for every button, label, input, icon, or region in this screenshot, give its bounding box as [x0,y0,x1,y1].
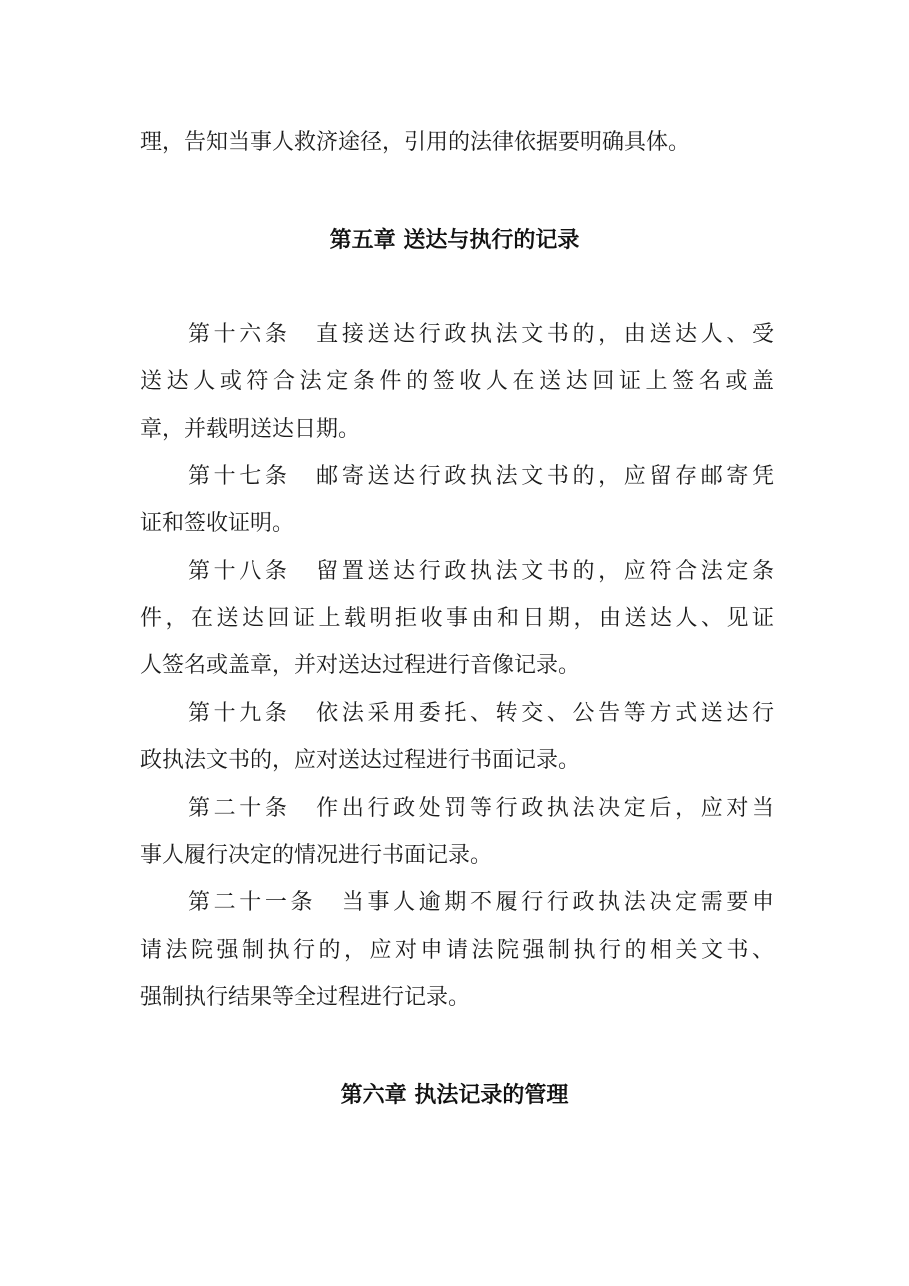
article-16-line-3: 章，并载明送达日期。 [140,417,361,442]
article-21-line-2: 请法院强制执行的，应对申请法院强制执行的相关文书、 [140,938,774,963]
article-21-line-1: 第二十一条 当事人逾期不履行行政执法决定需要申 [188,890,774,915]
article-17-line-2: 证和签收证明。 [140,511,295,536]
article-20-line-1: 第二十条 作出行政处罚等行政执法决定后，应对当 [188,796,774,821]
article-16-line-2: 送达人或符合法定条件的签收人在送达回证上签名或盖 [140,369,774,394]
article-18-line-1: 第十八条 留置送达行政执法文书的，应符合法定条 [188,559,774,584]
article-16-line-1: 第十六条 直接送达行政执法文书的，由送达人、受 [188,322,774,347]
paragraph-line: 理，告知当事人救济途径，引用的法律依据要明确具体。 [140,130,691,155]
chapter-six-heading: 第六章 执法记录的管理 [340,1083,569,1108]
article-19-line-1: 第十九条 依法采用委托、转交、公告等方式送达行 [188,701,774,726]
article-18-line-3: 人签名或盖章，并对送达过程进行音像记录。 [140,653,581,678]
chapter-five-heading: 第五章 送达与执行的记录 [329,228,580,253]
article-21-line-3: 强制执行结果等全过程进行记录。 [140,985,471,1010]
article-18-line-2: 件，在送达回证上载明拒收事由和日期，由送达人、见证 [140,606,774,631]
article-17-line-1: 第十七条 邮寄送达行政执法文书的，应留存邮寄凭 [188,464,774,489]
article-20-line-2: 事人履行决定的情况进行书面记录。 [140,843,493,868]
article-19-line-2: 政执法文书的，应对送达过程进行书面记录。 [140,748,581,773]
